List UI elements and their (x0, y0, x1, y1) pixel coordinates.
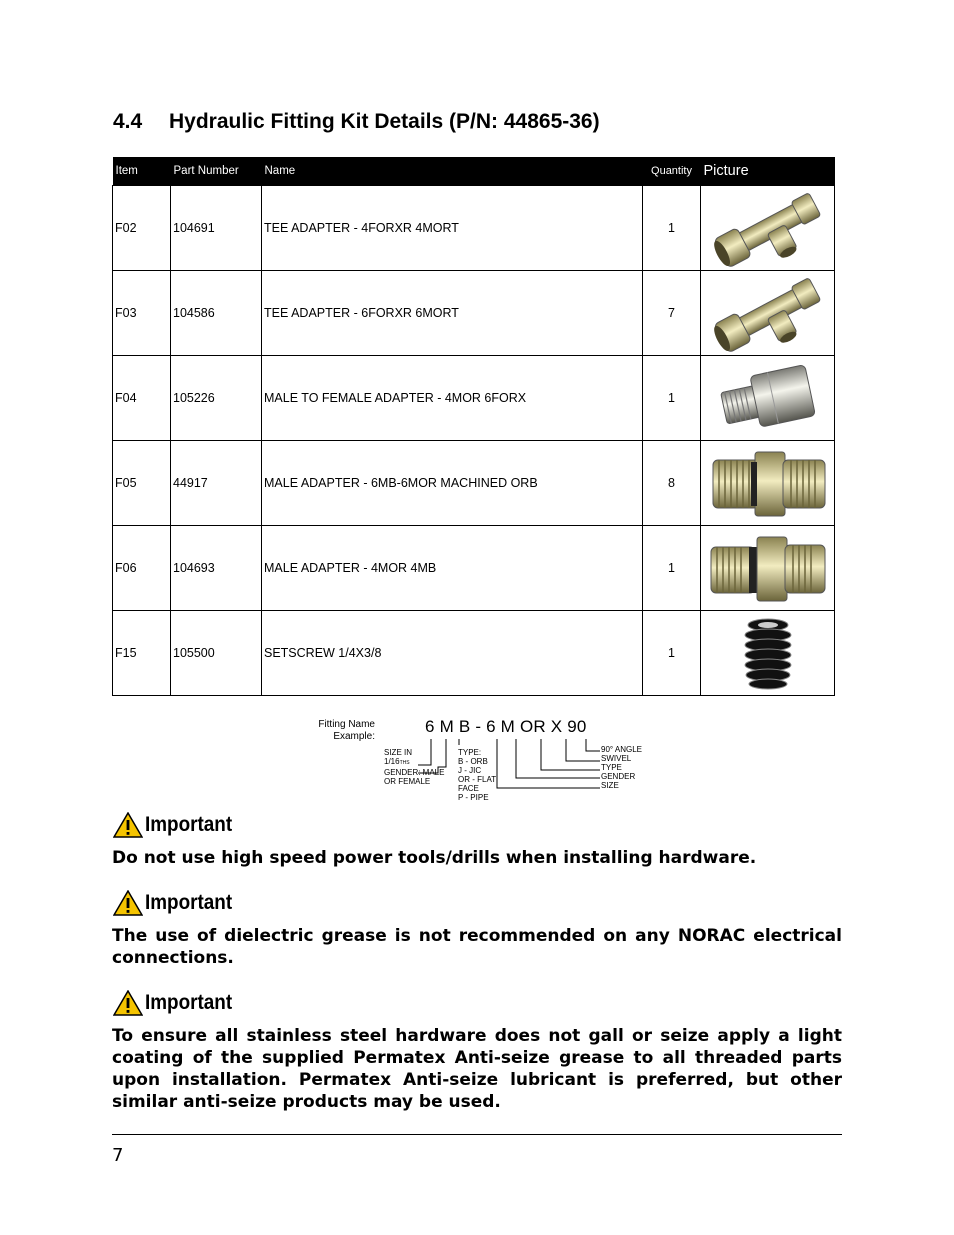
table-row (113, 271, 835, 356)
cell-part-number: 104691 (171, 186, 262, 271)
cell-item: F06 (113, 526, 171, 611)
tee-fitting-icon (701, 186, 835, 271)
cell-part-number: 104693 (171, 526, 262, 611)
section-title: Hydraulic Fitting Kit Details (P/N: 44865-36) (169, 110, 600, 133)
table-header-row (113, 157, 835, 186)
fitting-code: 6 M B - 6 M OR X 90 (425, 717, 587, 736)
size-in-line1: SIZE IN (384, 748, 413, 757)
cell-item: F02 (113, 186, 171, 271)
warning-icon (113, 990, 143, 1016)
notice-text: To ensure all stainless steel hardware does not gall or seize apply a light coating of the supplied Permatex Anti-seize grease to all threaded parts upon installation. Permatex Anti-seize lubricant is preferred, but other similar anti-seize products may be used. (112, 1026, 842, 1112)
legend-gender: GENDER (601, 772, 636, 781)
legend-size: SIZE (601, 781, 619, 790)
warning-icon (113, 812, 143, 838)
important-label: Important (145, 991, 233, 1014)
cell-part-number: 104586 (171, 271, 262, 356)
warning-icon (113, 890, 143, 916)
setscrew-icon (701, 611, 835, 696)
male-adapter-icon (701, 526, 835, 611)
cell-name: TEE ADAPTER - 4FORXR 4MORT (262, 186, 643, 271)
gender-line1: GENDER: MALE (384, 768, 445, 777)
size-in-line2: 1/16 (384, 757, 400, 766)
notice-text: The use of dielectric grease is not recommended on any NORAC electrical connections. (112, 926, 842, 968)
header-picture: Picture (701, 157, 835, 186)
header-item: Item (113, 157, 171, 186)
cell-quantity: 1 (643, 526, 701, 611)
male-adapter-icon (701, 441, 835, 526)
cell-part-number: 105500 (171, 611, 262, 696)
fitting-name-example (300, 715, 660, 805)
fitting-label-line2: Example: (333, 731, 375, 742)
size-in-label (384, 748, 444, 786)
type-legend (458, 748, 496, 802)
table-row (113, 611, 835, 696)
header-quantity: Quantity (643, 157, 701, 186)
table-row (113, 356, 835, 441)
cell-quantity: 7 (643, 271, 701, 356)
type-or: OR - FLAT (458, 775, 497, 784)
type-j: J - JIC (458, 766, 482, 775)
section-heading (113, 110, 600, 134)
table-row (113, 526, 835, 611)
important-heading (113, 812, 242, 838)
notice-text: Do not use high speed power tools/drills when installing hardware. (112, 848, 757, 868)
legend-swivel: SWIVEL (601, 754, 632, 763)
legend-type: TYPE (601, 763, 622, 772)
section-number: 4.4 (113, 110, 143, 133)
cell-name: SETSCREW 1/4X3/8 (262, 611, 643, 696)
cell-name: MALE ADAPTER - 4MOR 4MB (262, 526, 643, 611)
male-female-adapter-icon (701, 356, 835, 441)
important-label: Important (145, 891, 233, 914)
cell-quantity: 1 (643, 186, 701, 271)
cell-item: F05 (113, 441, 171, 526)
cell-part-number: 44917 (171, 441, 262, 526)
cell-item: F15 (113, 611, 171, 696)
size-in-unit: THS (399, 760, 410, 766)
important-label: Important (145, 813, 233, 836)
cell-item: F03 (113, 271, 171, 356)
important-heading (113, 890, 242, 916)
tee-fitting-icon (701, 271, 835, 356)
cell-item: F04 (113, 356, 171, 441)
legend-angle: 90° ANGLE (601, 745, 642, 754)
type-face: FACE (458, 784, 479, 793)
table-row (113, 186, 835, 271)
table-row (113, 441, 835, 526)
right-legend (601, 745, 642, 790)
header-name: Name (262, 157, 643, 186)
cell-name: TEE ADAPTER - 6FORXR 6MORT (262, 271, 643, 356)
parts-table (112, 157, 835, 696)
gender-line2: OR FEMALE (384, 777, 431, 786)
cell-quantity: 8 (643, 441, 701, 526)
header-part-number: Part Number (171, 157, 262, 186)
fitting-label-line1: Fitting Name (318, 719, 375, 730)
important-heading (113, 990, 242, 1016)
cell-quantity: 1 (643, 611, 701, 696)
page-number: 7 (112, 1145, 124, 1166)
cell-part-number: 105226 (171, 356, 262, 441)
type-b: B - ORB (458, 757, 488, 766)
cell-quantity: 1 (643, 356, 701, 441)
cell-name: MALE ADAPTER - 6MB-6MOR MACHINED ORB (262, 441, 643, 526)
type-title: TYPE: (458, 748, 482, 757)
type-p: P - PIPE (458, 793, 489, 802)
cell-name: MALE TO FEMALE ADAPTER - 4MOR 6FORX (262, 356, 643, 441)
footer-rule (112, 1134, 842, 1135)
